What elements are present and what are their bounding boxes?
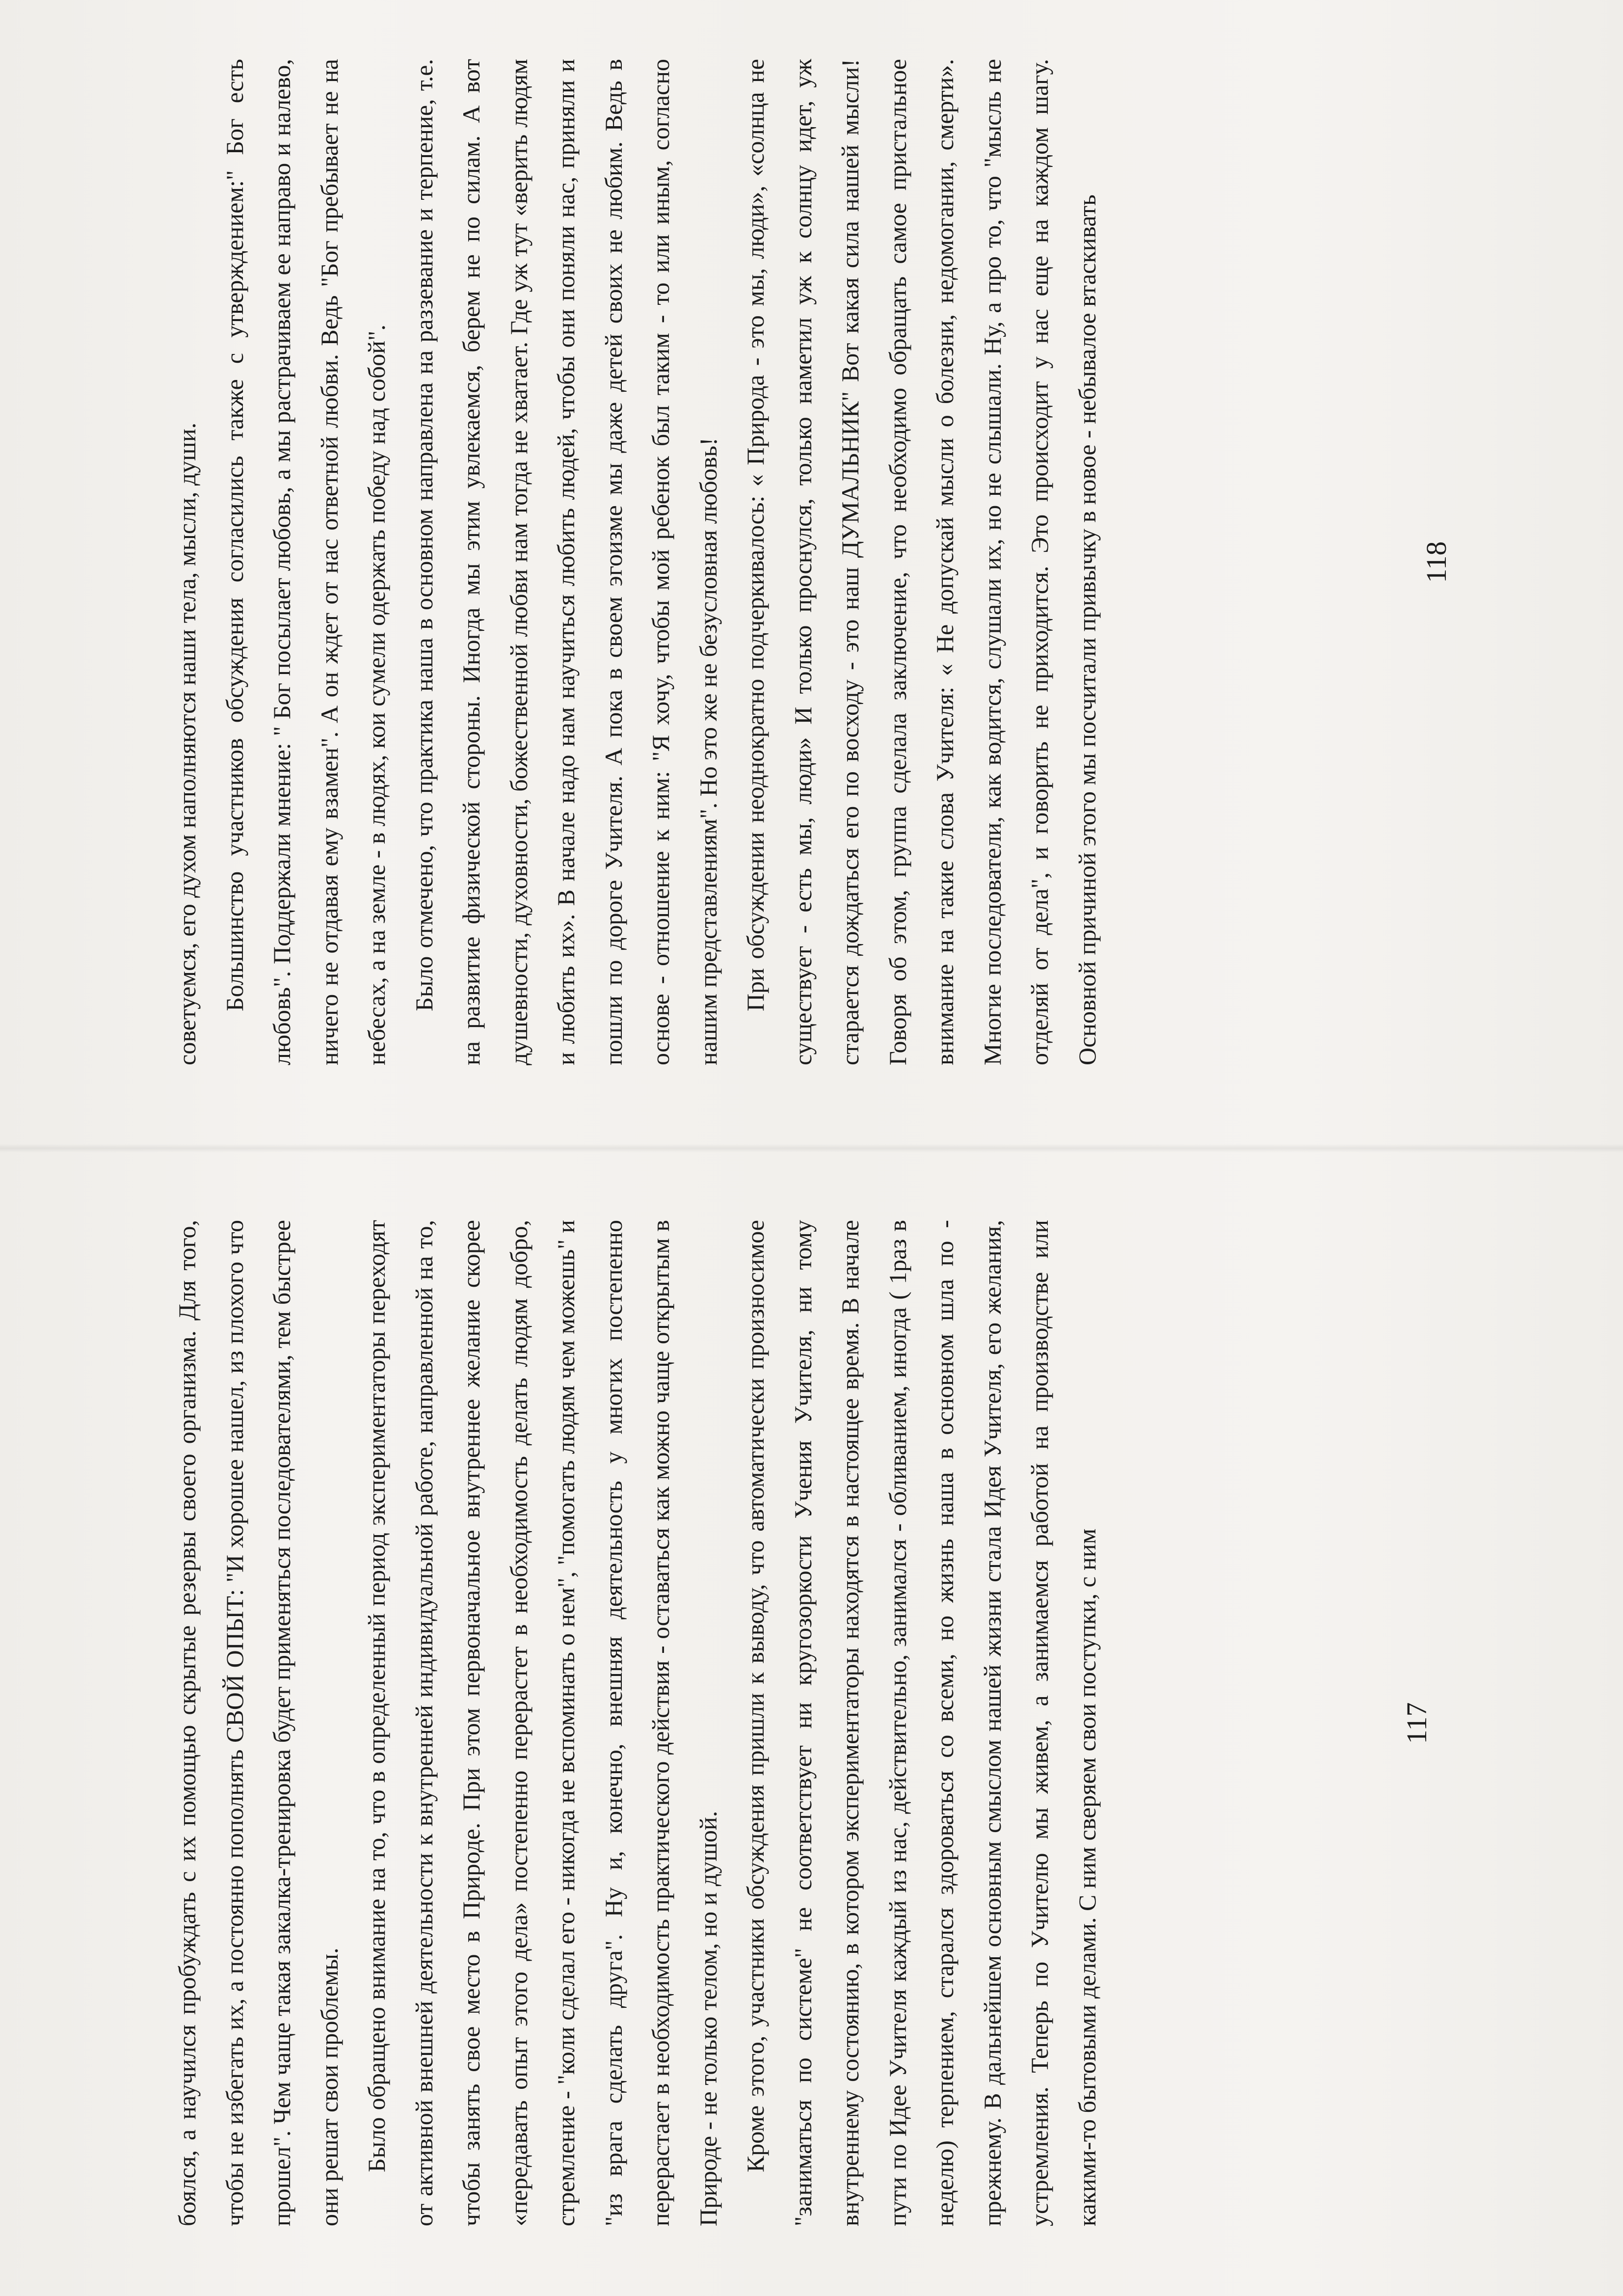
page-number: 118 — [1420, 541, 1452, 583]
page-117 — [163, 1220, 1459, 2226]
page-118 — [163, 59, 1459, 1065]
page-fold — [0, 1144, 1623, 1153]
paragraph: Большинство участников обсуждения согласились также с утверждением:" Бог есть любовь". Поддержали мнение: " Бог посылает любовь, а мы растрачиваем ее направо и налево, ничего не отдавая ему взамен". А он ждет от нас ответной любви. Ведь "Бог пребывает не на небесах, а на земле - в людях, кои сумели одержать победу над собой". — [220, 59, 390, 1065]
paragraph: Было отмечено, что практика наша в основном направлена на раззевание и терпение, т.е. на развитие физической стороны. Иногда мы этим увлекаемся, берем не по силам. А вот душевности, духовности, божественной любви нам тогда не хватает. Где уж тут «верить людям и любить их». В начале надо нам научиться любить людей, чтобы они поняли нас, приняли и пошли по дороге Учителя. А пока в своем эгоизме мы даже детей своих не любим. Ведь в основе - отношение к ним: "Я хочу, чтобы мой ребенок был таким - то или иным, согласно нашим представлениям". Но это же не безусловная любовь! — [410, 59, 722, 1065]
page-118-text — [163, 59, 1381, 1065]
paragraph: Кроме этого, участники обсуждения пришли к выводу, что автоматически произносимое "заниматься по системе" не соответствует ни кругозоркости Учения Учителя, ни тому внутреннему состоянию, в котором экспериментаторы находятся в настоящее время. В начале пути по Идее Учителя каждый из нас, действительно, занимался - обливанием, иногда ( 1раз в неделю) терпением, старался здороваться со всеми, но жизнь наша в основном шла по - прежнему. В дальнейшем основным смыслом нашей жизни стала Идея Учителя, его желания, устремления. Теперь по Учителю мы живем, а занимаемся работой на производстве или какими-то бытовыми делами. С ним сверяем свои поступки, с ним — [742, 1220, 1101, 2226]
page-117-text — [163, 1220, 1381, 2226]
paragraph: Было обращено внимание на то, что в определенный период экспериментаторы переходят от активной внешней деятельности к внутренней индивидуальной работе, направленной на то, чтобы занять свое место в Природе. При этом первоначальное внутреннее желание скорее «передавать опыт этого дела» постепенно перерастет в необходимость делать людям добро, стремление - "коли сделал его - никогда не вспоминать о нем", "помогать людям чем можешь" и "из врага сделать друга". Ну и, конечно, внешняя деятельность у многих постепенно перерастает в необходимость практического действия - оставаться как можно чаще открытым в Природе - не только телом, но и душой. — [363, 1220, 722, 2226]
page-number: 117 — [1401, 1702, 1433, 1744]
paragraph: боялся, а научился пробуждать с их помощью скрытые резервы своего организма. Для того, чтобы не избегать их, а постоянно пополнять СВОЙ ОПЫТ: "И хорошее нашел, из плохого что прошел". Чем чаще такая закалка-тренировка будет применяться последователями, тем быстрее они решат свои проблемы. — [173, 1220, 343, 2226]
paragraph: При обсуждении неоднократно подчеркивалось: « Природа - это мы, люди», «солнца не существует - есть мы, люди» И только проснулся, только наметил уж к солнцу идет, уж старается дождаться его по восходу - это наш ДУМАЛЬНИК" Вот какая сила нашей мысли! Говоря об этом, группа сделала заключение, что необходимо обращать самое пристальное внимание на такие слова Учителя: « Не допускай мысли о болезни, недомогании, смерти». Многие последователи, как водится, слушали их, но не слышали. Ну, а про то, что "мысль не отделяй от дела", и говорить не приходится. Это происходит у нас еще на каждом шагу. Основной причиной этого мы посчитали привычку в новое - небывалое втаскивать — [742, 59, 1101, 1065]
paragraph: советуемся, его духом наполняются наши тела, мысли, души. — [173, 422, 201, 1065]
